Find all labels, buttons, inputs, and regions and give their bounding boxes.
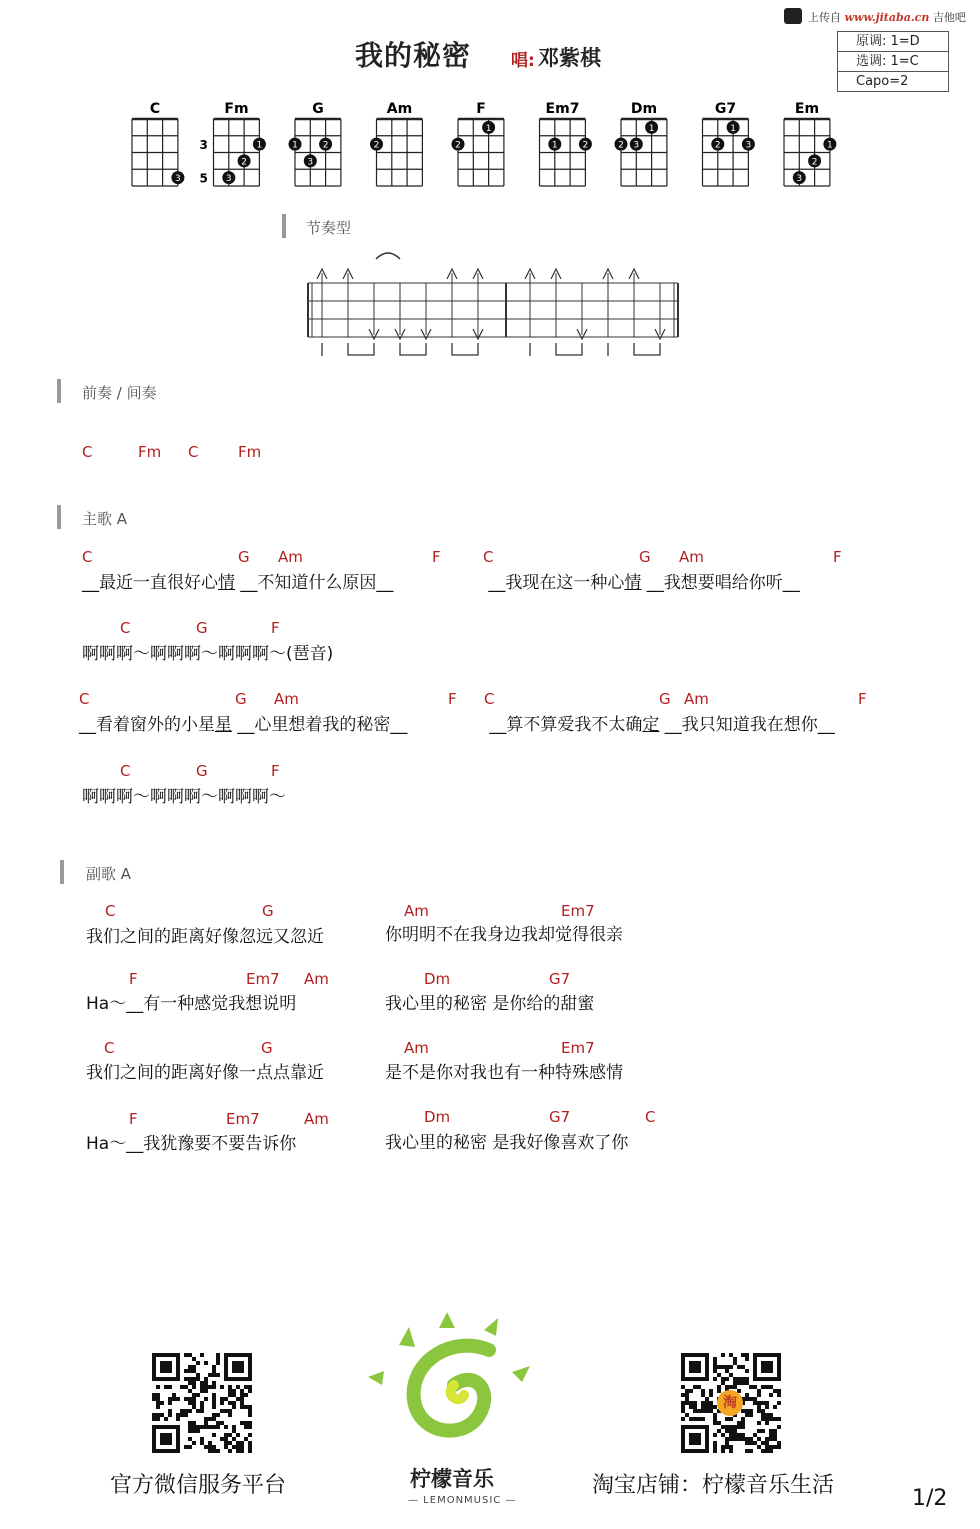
chord-label: F [129,1110,138,1128]
capo-position: Capo=2 [856,74,909,89]
selected-key: 选调: 1=C [838,52,948,72]
finger-number: 3 [307,157,314,168]
chord-name: Am [386,101,413,117]
chord-name: F [476,101,486,117]
chord-diagram-fm [200,101,266,186]
chorus-bar-marker [60,860,64,884]
chord-label: C [645,1108,656,1126]
key-info-box [837,31,949,92]
chord-name: Fm [224,101,249,117]
finger-number: 3 [633,140,640,151]
chord-label: Em7 [561,902,595,920]
chord-label: C [120,619,131,637]
page-number: 1/2 [912,1486,948,1511]
chord-label: G [659,690,671,708]
lyric-line: 我心里的秘密 是我好像喜欢了你 [385,1133,629,1153]
lyric-line: __看着窗外的小星星 __心里想着我的秘密__ [79,715,408,735]
finger-number: 2 [582,140,589,151]
intro-chord: C [188,443,199,461]
chord-label: C [483,548,494,566]
chord-name: Dm [630,101,658,117]
chord-label: Em7 [246,970,280,988]
verse-bar-marker [57,505,61,529]
fret-number: 5 [199,171,208,186]
chord-label: Dm [424,1108,451,1126]
chord-label: Am [304,1110,329,1128]
lyric-line: 是不是你对我也有一种特殊感情 [385,1063,623,1083]
intro-heading: 前奏 / 间奏 [82,384,157,402]
chord-diagram-g [289,101,341,186]
brand-logo-subtext: — LEMONMUSIC — [408,1495,517,1506]
chord-diagram-c [132,101,184,186]
chord-label: C [104,1039,115,1057]
finger-number: 1 [730,123,736,134]
chord-label: Em7 [226,1110,260,1128]
chord-label: Am [404,1039,429,1057]
singer-name: 邓紫棋 [538,46,601,70]
rhythm-pattern-diagram [300,245,690,360]
chord-label: Am [404,902,429,920]
finger-number: 1 [827,140,833,151]
brand-logo-text: 柠檬音乐 [410,1467,494,1491]
lyric-line: 你明明不在我身边我却觉得很亲 [385,925,623,945]
chord-label: Dm [424,970,451,988]
chord-diagram-g7 [703,101,755,186]
chord-label: F [858,690,867,708]
chord-label: Am [684,690,709,708]
jitaba-logo-icon [784,8,802,24]
chord-label: C [79,690,90,708]
chord-label: C [484,690,495,708]
chord-label: C [105,902,116,920]
chord-label: Am [274,690,299,708]
chord-label: G [262,902,274,920]
taobao-shop-label: 淘宝店铺：柠檬音乐生活 [592,1473,835,1498]
song-title: 我的秘密 [355,39,472,72]
fret-number: 3 [199,138,208,153]
intro-bar-marker [57,379,61,403]
chord-diagram-f [452,101,504,186]
finger-number: 2 [373,140,380,151]
chord-label: G [238,548,250,566]
chord-label: G7 [549,970,571,988]
chord-label: G [261,1039,273,1057]
chord-label: F [271,619,280,637]
finger-number: 2 [618,140,624,151]
wechat-qr-code[interactable] [152,1353,254,1455]
finger-number: 2 [322,140,329,151]
chord-label: F [448,690,457,708]
chord-label: G [639,548,651,566]
finger-number: 2 [811,157,818,168]
lyric-line: __我现在这一种心情 __我想要唱给你听__ [483,573,800,593]
lyric-line: 我心里的秘密 是你给的甜蜜 [385,994,595,1014]
chord-name: C [149,101,161,117]
chord-label: Am [679,548,704,566]
chord-label: Am [278,548,303,566]
chord-name: G [312,101,324,117]
chord-label: C [82,548,93,566]
finger-number: 3 [796,174,803,185]
finger-number: 3 [225,174,232,185]
finger-number: 1 [551,140,558,151]
finger-number: 1 [485,123,492,134]
chord-diagram-em7 [540,101,592,186]
chord-name: Em7 [545,101,580,117]
intro-chord: C [82,443,93,461]
chord-label: G [196,619,208,637]
rhythm-bar-marker [282,214,286,238]
chord-label: G7 [549,1108,571,1126]
finger-number: 1 [256,140,263,151]
lyric-line: __最近一直很好心情 __不知道什么原因__ [82,573,394,593]
chord-diagram-em [784,101,836,186]
chord-diagram-dm [615,101,667,186]
chorus-heading: 副歌 A [86,865,132,883]
finger-number: 3 [745,140,752,151]
finger-number: 1 [648,123,655,134]
original-key: 原调: 1=D [838,32,948,52]
source-credit: 上传自 www.jitaba.cn 吉他吧 [808,11,966,24]
finger-number: 2 [241,157,247,168]
source-url[interactable]: www.jitaba.cn [844,11,930,24]
wechat-platform-label: 官方微信服务平台 [110,1473,287,1498]
chord-label: F [271,762,280,780]
lemon-music-logo-icon [364,1312,544,1462]
chord-label: Am [304,970,329,988]
finger-number: 2 [714,140,721,151]
lyric-line: __算不算爱我不太确定 __我只知道我在想你__ [484,715,835,735]
singer-label: 唱: [511,51,535,71]
chord-label: G [235,690,247,708]
lyric-line: 我们之间的距离好像一点点靠近 [86,1063,324,1083]
chord-diagram-am [370,101,422,186]
chord-label: G [196,762,208,780]
finger-number: 1 [292,140,298,151]
chord-name: Em [794,101,820,117]
lyric-line: Ha～__有一种感觉我想说明 [86,994,297,1014]
lyric-line: 我们之间的距离好像忽远又忽近 [86,927,324,947]
chord-name: G7 [714,101,737,117]
taobao-badge-icon: 淘 [717,1390,743,1416]
finger-number: 3 [175,174,181,185]
chord-label: C [120,762,131,780]
rhythm-label: 节奏型 [306,219,352,237]
chord-label: F [432,548,441,566]
lyric-line: 啊啊啊～啊啊啊～啊啊啊～(琶音) [82,644,334,664]
intro-chord: Fm [138,443,162,461]
chord-label: Em7 [561,1039,595,1057]
chord-diagrams [0,95,980,205]
intro-chord: Fm [238,443,262,461]
chord-label: F [833,548,842,566]
lyric-line: Ha～__我犹豫要不要告诉你 [86,1134,297,1154]
verse-heading: 主歌 A [82,510,128,528]
lyric-line: 啊啊啊～啊啊啊～啊啊啊～ [82,787,286,807]
finger-number: 2 [455,140,461,151]
chord-label: F [129,970,138,988]
